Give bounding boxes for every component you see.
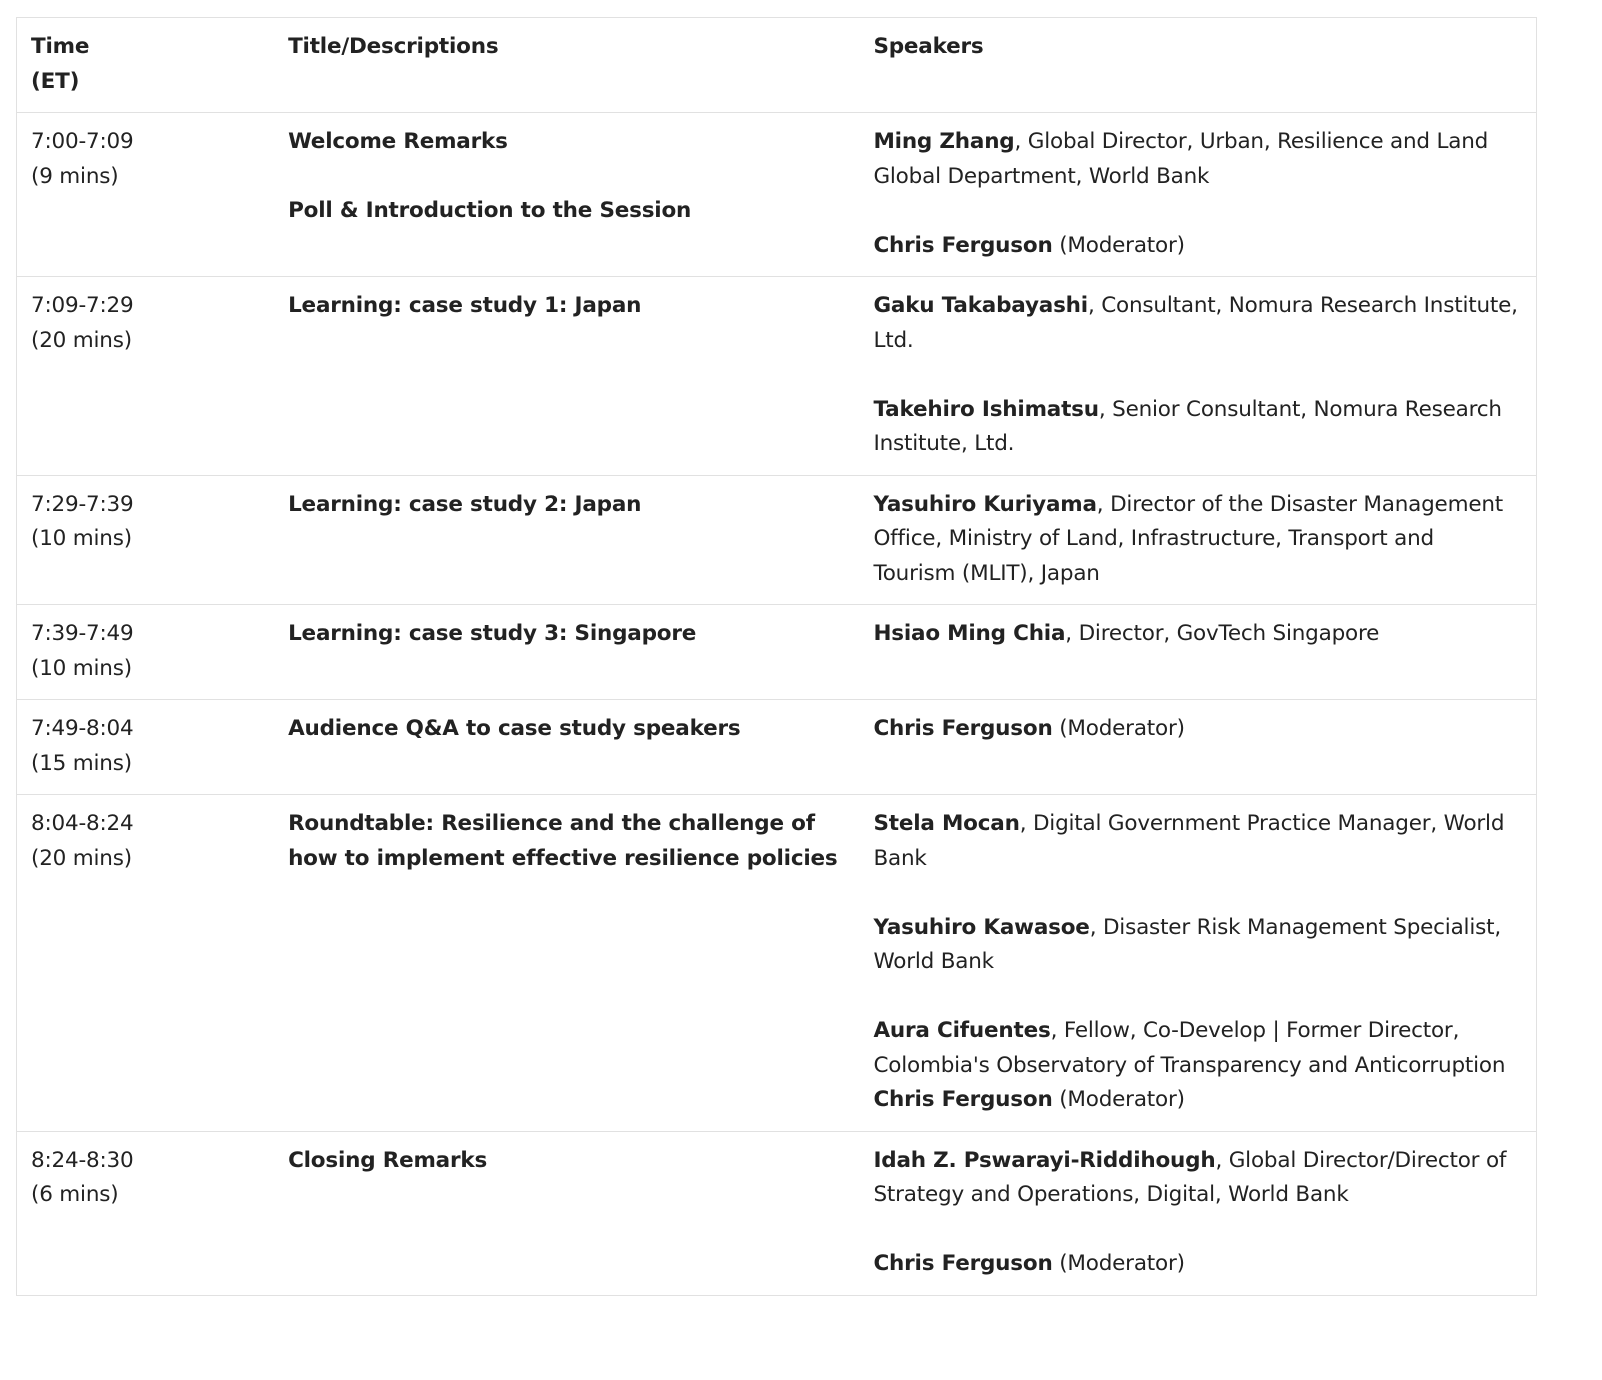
speaker-entry bbox=[873, 1144, 1522, 1213]
speaker-name: Idah Z. Pswarayi-Riddihough bbox=[873, 1147, 1216, 1173]
speaker-entry bbox=[873, 807, 1522, 876]
time-cell bbox=[17, 795, 275, 1132]
session-title: Learning: case study 2: Japan bbox=[288, 491, 642, 517]
title-cell bbox=[274, 113, 859, 277]
table-row bbox=[17, 113, 1537, 277]
speaker-entry bbox=[873, 289, 1522, 358]
table-row bbox=[17, 475, 1537, 605]
time-duration: (6 mins) bbox=[31, 1182, 119, 1207]
speaker-role: (Moderator) bbox=[1052, 1087, 1185, 1112]
time-duration: (15 mins) bbox=[31, 750, 132, 776]
speaker-role: (Moderator) bbox=[1052, 1251, 1185, 1276]
speaker-name: Takehiro Ishimatsu bbox=[873, 396, 1099, 422]
speaker-name: Gaku Takabayashi bbox=[873, 293, 1088, 318]
speaker-role: , Consultant, Nomura Research Institute, Ltd. bbox=[873, 293, 1518, 353]
speaker-name: Hsiao Ming Chia bbox=[873, 621, 1066, 646]
speaker-role: , Senior Consultant, Nomura Research Institute, Ltd. bbox=[873, 396, 1502, 456]
speakers-cell bbox=[859, 605, 1536, 700]
agenda-table bbox=[16, 17, 1537, 1296]
title-cell bbox=[274, 795, 859, 1132]
table-row bbox=[17, 277, 1537, 476]
speaker-name: Aura Cifuentes bbox=[873, 1018, 1051, 1043]
time-cell bbox=[17, 700, 275, 795]
session-title: Closing Remarks bbox=[288, 1147, 488, 1173]
title-cell bbox=[274, 700, 859, 795]
speaker-role: , Global Director, Urban, Resilience and Land Global Department, World Bank bbox=[873, 129, 1489, 189]
speaker-entry bbox=[873, 125, 1522, 194]
time-cell bbox=[17, 113, 275, 277]
speaker-role: (Moderator) bbox=[1052, 232, 1185, 258]
session-title: Learning: case study 1: Japan bbox=[288, 293, 642, 318]
speaker-name: Stela Mocan bbox=[873, 811, 1020, 836]
speaker-role: , Disaster Risk Management Specialist, World Bank bbox=[873, 914, 1501, 974]
speaker-name: Chris Ferguson bbox=[873, 1087, 1053, 1112]
speaker-entry bbox=[873, 488, 1522, 592]
speakers-column-header: Speakers bbox=[859, 18, 1536, 113]
speaker-name: Chris Ferguson bbox=[873, 1251, 1053, 1276]
time-header-label: Time bbox=[31, 34, 90, 59]
time-range: 8:24-8:30 bbox=[31, 1147, 134, 1173]
table-row bbox=[17, 605, 1537, 700]
speaker-entry bbox=[873, 712, 1522, 747]
session-title: Learning: case study 3: Singapore bbox=[288, 621, 697, 646]
time-duration: (10 mins) bbox=[31, 655, 132, 681]
speaker-role: , Digital Government Practice Manager, World Bank bbox=[873, 811, 1505, 871]
header-row bbox=[17, 18, 1537, 113]
time-duration: (20 mins) bbox=[31, 845, 132, 871]
table-row bbox=[17, 700, 1537, 795]
title-cell bbox=[274, 277, 859, 476]
title-cell bbox=[274, 605, 859, 700]
speaker-name: Ming Zhang bbox=[873, 129, 1015, 154]
speaker-role: , Director of the Disaster Management Office, Ministry of Land, Infrastructure, Transport and Tourism (MLIT), Japan bbox=[873, 491, 1504, 586]
time-cell bbox=[17, 1131, 275, 1295]
speaker-entry bbox=[873, 393, 1522, 462]
speakers-cell bbox=[859, 795, 1536, 1132]
time-cell bbox=[17, 277, 275, 476]
time-duration: (10 mins) bbox=[31, 526, 132, 551]
speaker-role: , Fellow, Co-Develop | Former Director, Colombia's Observatory of Transparency and Anticorruption bbox=[873, 1018, 1506, 1078]
time-duration: (20 mins) bbox=[31, 327, 132, 353]
time-header-unit: (ET) bbox=[31, 68, 80, 94]
session-title: Roundtable: Resilience and the challenge of how to implement effective resilience policies bbox=[288, 811, 838, 871]
speakers-cell bbox=[859, 700, 1536, 795]
time-range: 7:39-7:49 bbox=[31, 621, 134, 646]
session-title: Poll & Introduction to the Session bbox=[288, 198, 692, 223]
speaker-name: Chris Ferguson bbox=[873, 716, 1053, 741]
speaker-entry bbox=[873, 1014, 1522, 1083]
speaker-entry bbox=[873, 1083, 1522, 1118]
time-range: 7:49-8:04 bbox=[31, 716, 134, 741]
speaker-role: , Global Director/Director of Strategy and Operations, Digital, World Bank bbox=[873, 1147, 1507, 1207]
session-title: Audience Q&A to case study speakers bbox=[288, 716, 741, 741]
time-range: 8:04-8:24 bbox=[31, 811, 134, 836]
speakers-cell bbox=[859, 475, 1536, 605]
speakers-cell bbox=[859, 113, 1536, 277]
speaker-name: Chris Ferguson bbox=[873, 232, 1053, 258]
time-column-header bbox=[17, 18, 275, 113]
session-title: Welcome Remarks bbox=[288, 129, 508, 154]
speaker-entry bbox=[873, 617, 1522, 652]
speaker-entry bbox=[873, 911, 1522, 980]
speakers-cell bbox=[859, 1131, 1536, 1295]
time-range: 7:29-7:39 bbox=[31, 491, 134, 517]
table-row bbox=[17, 1131, 1537, 1295]
time-range: 7:00-7:09 bbox=[31, 129, 134, 154]
speaker-role: , Director, GovTech Singapore bbox=[1065, 621, 1380, 646]
speaker-entry bbox=[873, 229, 1522, 264]
title-cell bbox=[274, 475, 859, 605]
speakers-cell bbox=[859, 277, 1536, 476]
time-cell bbox=[17, 475, 275, 605]
speaker-name: Yasuhiro Kawasoe bbox=[873, 914, 1090, 940]
time-cell bbox=[17, 605, 275, 700]
table-row bbox=[17, 795, 1537, 1132]
time-duration: (9 mins) bbox=[31, 163, 119, 189]
title-cell bbox=[274, 1131, 859, 1295]
time-range: 7:09-7:29 bbox=[31, 293, 134, 318]
title-column-header: Title/Descriptions bbox=[274, 18, 859, 113]
speaker-name: Yasuhiro Kuriyama bbox=[873, 491, 1097, 517]
speaker-role: (Moderator) bbox=[1052, 716, 1185, 741]
speaker-entry bbox=[873, 1247, 1522, 1282]
